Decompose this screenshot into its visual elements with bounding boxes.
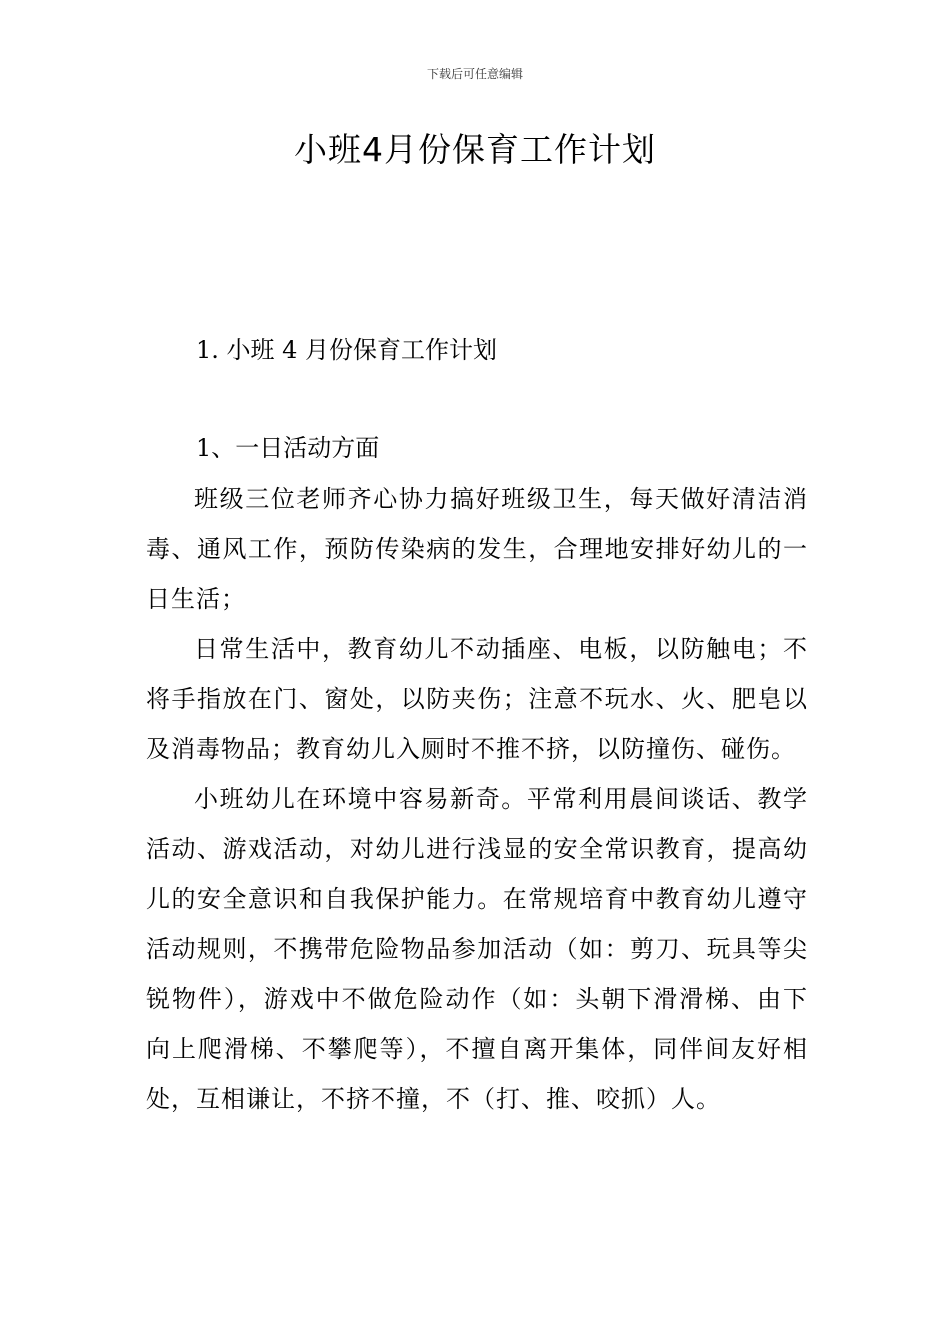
item-heading: 1. 小班 4 月份保育工作计划 [196, 336, 498, 364]
paragraph-3: 小班幼儿在环境中容易新奇。平常利用晨间谈话、教学活动、游戏活动，对幼儿进行浅显的安全常识教育，提高幼儿的安全意识和自我保护能力。在常规培育中教育幼儿遵守活动规则，不携带危险物品参加活动（如：剪刀、玩具等尖锐物件），游戏中不做危险动作（如：头朝下滑滑梯、由下向上爬滑梯、不攀爬等），不擅自离开集体，同伴间友好相处，互相谦让，不挤不撞，不（打、推、咬抓）人。 [146, 785, 808, 1113]
body-text [146, 474, 808, 1124]
section-heading: 1、一日活动方面 [196, 434, 380, 462]
paragraph-2: 日常生活中，教育幼儿不动插座、电板，以防触电；不将手指放在门、窗处，以防夹伤；注意不玩水、火、肥皂以及消毒物品；教育幼儿入厕时不推不挤，以防撞伤、碰伤。 [146, 635, 808, 763]
document-title: 小班4月份保育工作计划 [294, 130, 656, 169]
paragraph-1: 班级三位老师齐心协力搞好班级卫生，每天做好清洁消毒、通风工作，预防传染病的发生，合理地安排好幼儿的一日生活； [146, 485, 808, 613]
header-note: 下载后可任意编辑 [426, 67, 523, 81]
